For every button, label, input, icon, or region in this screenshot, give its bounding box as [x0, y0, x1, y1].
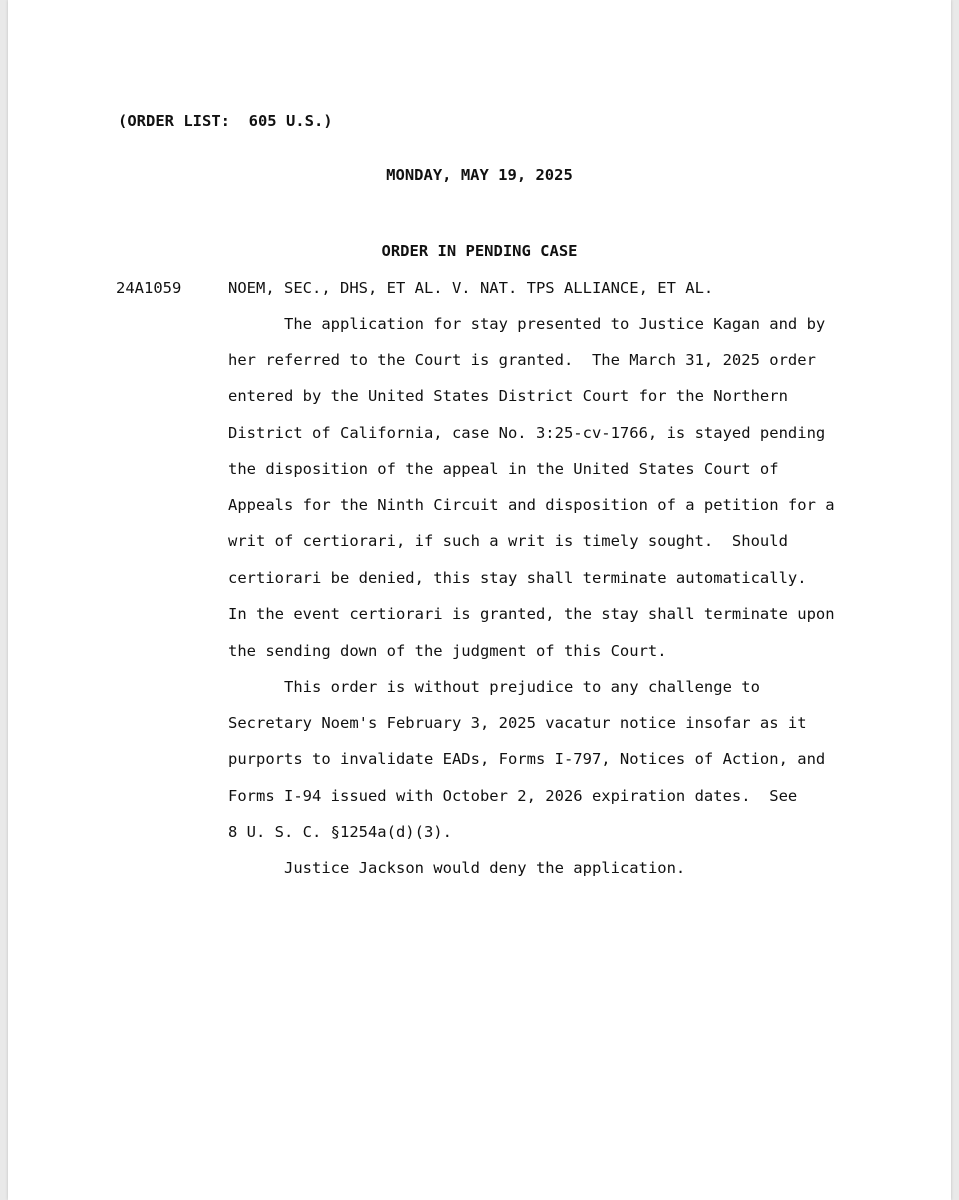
paragraph-line: her referred to the Court is granted. The March 31, 2025 order [228, 351, 816, 369]
order-date: MONDAY, MAY 19, 2025 [386, 166, 573, 184]
paragraph-line: entered by the United States District Court for the Northern [228, 387, 788, 405]
paragraph-line: Justice Jackson would deny the application. [284, 859, 686, 877]
paragraph-line: This order is without prejudice to any challenge to [284, 678, 760, 696]
paragraph-line: the disposition of the appeal in the United States Court of [228, 460, 779, 478]
paragraph-line: certiorari be denied, this stay shall terminate automatically. [228, 569, 807, 587]
paragraph-line: 8 U. S. C. §1254a(d)(3). [228, 823, 452, 841]
document-page [8, 0, 951, 1200]
order-list-heading: (ORDER LIST: 605 U.S.) [118, 112, 333, 130]
paragraph-line: purports to invalidate EADs, Forms I-797, Notices of Action, and [228, 750, 826, 768]
paragraph-line: Secretary Noem's February 3, 2025 vacatur notice insofar as it [228, 714, 807, 732]
paragraph-line: In the event certiorari is granted, the stay shall terminate upon [228, 605, 835, 623]
paragraph-line: writ of certiorari, if such a writ is timely sought. Should [228, 532, 788, 550]
paragraph-line: District of California, case No. 3:25-cv-1766, is stayed pending [228, 424, 826, 442]
paragraph-line: the sending down of the judgment of this Court. [228, 642, 667, 660]
section-heading: ORDER IN PENDING CASE [381, 242, 578, 260]
paragraph-line: The application for stay presented to Justice Kagan and by [284, 315, 826, 333]
paragraph-line: Appeals for the Ninth Circuit and disposition of a petition for a [228, 496, 835, 514]
case-caption: NOEM, SEC., DHS, ET AL. V. NAT. TPS ALLIANCE, ET AL. [228, 279, 714, 297]
docket-number: 24A1059 [116, 279, 182, 297]
paragraph-line: Forms I-94 issued with October 2, 2026 expiration dates. See [228, 787, 798, 805]
